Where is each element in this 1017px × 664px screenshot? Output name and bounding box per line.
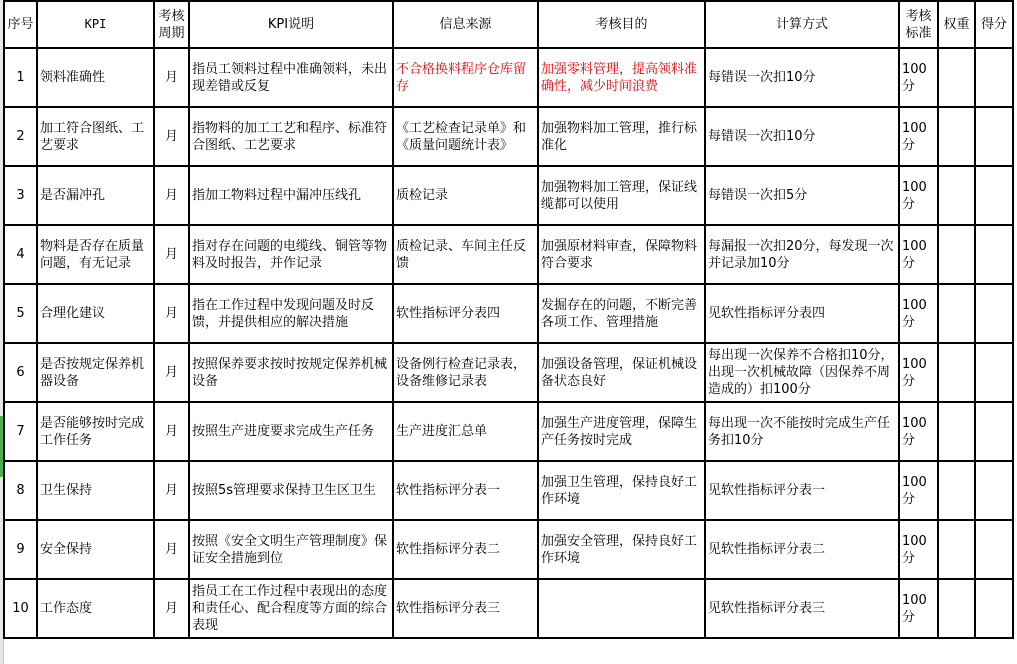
cell-kpi[interactable]: 是否按规定保养机器设备 xyxy=(37,343,154,402)
cell-kpi[interactable]: 卫生保持 xyxy=(37,461,154,520)
cell-standard[interactable]: 100分 xyxy=(899,579,938,638)
table-row xyxy=(4,107,1013,166)
header-kpi[interactable]: KPI xyxy=(37,1,154,48)
cell-kpi[interactable]: 领料准确性 xyxy=(37,48,154,107)
cell-description[interactable]: 按照《安全文明生产管理制度》保证安全措施到位 xyxy=(189,520,393,579)
header-source[interactable]: 信息来源 xyxy=(393,1,538,48)
cell-source[interactable]: 不合格换料程序仓库留存 xyxy=(393,48,538,107)
cell-method[interactable]: 每错误一次扣10分 xyxy=(705,107,899,166)
cell-source[interactable]: 软性指标评分表一 xyxy=(393,461,538,520)
header-purpose[interactable]: 考核目的 xyxy=(538,1,705,48)
header-row xyxy=(4,1,1013,48)
cell-seq[interactable]: 6 xyxy=(4,343,37,402)
cell-period[interactable]: 月 xyxy=(154,48,189,107)
cell-source[interactable]: 软性指标评分表三 xyxy=(393,579,538,638)
cell-standard[interactable]: 100分 xyxy=(899,343,938,402)
table-row xyxy=(4,48,1013,107)
cell-score[interactable] xyxy=(975,461,1013,520)
table-row-selected xyxy=(4,402,1013,461)
header-method[interactable]: 计算方式 xyxy=(705,1,899,48)
cell-standard[interactable]: 100分 xyxy=(899,461,938,520)
cell-seq[interactable]: 8 xyxy=(4,461,37,520)
cell-seq[interactable]: 4 xyxy=(4,225,37,284)
cell-purpose[interactable]: 发掘存在的问题，不断完善各项工作、管理措施 xyxy=(538,284,705,343)
cell-weight[interactable] xyxy=(938,520,975,579)
cell-source[interactable]: 《工艺检查记录单》和《质量问题统计表》 xyxy=(393,107,538,166)
cell-method[interactable]: 每错误一次扣10分 xyxy=(705,48,899,107)
cell-standard[interactable]: 100分 xyxy=(899,520,938,579)
cell-standard[interactable]: 100分 xyxy=(899,48,938,107)
header-description[interactable]: KPI说明 xyxy=(189,1,393,48)
cell-purpose[interactable]: 加强生产进度管理，保障生产任务按时完成 xyxy=(538,402,705,461)
cell-period[interactable]: 月 xyxy=(154,225,189,284)
cell-method[interactable]: 每出现一次不能按时完成生产任务扣10分 xyxy=(705,402,899,461)
cell-weight[interactable] xyxy=(938,166,975,225)
cell-source[interactable]: 生产进度汇总单 xyxy=(393,402,538,461)
cell-score[interactable] xyxy=(975,343,1013,402)
cell-seq[interactable]: 2 xyxy=(4,107,37,166)
cell-description[interactable]: 按照保养要求按时按规定保养机械设备 xyxy=(189,343,393,402)
header-score[interactable]: 得分 xyxy=(975,1,1013,48)
cell-purpose[interactable]: 加强零料管理，提高领料准确性，减少时间浪费 xyxy=(538,48,705,107)
cell-weight[interactable] xyxy=(938,107,975,166)
cell-purpose[interactable]: 加强物料加工管理，保证线缆都可以使用 xyxy=(538,166,705,225)
cell-method[interactable]: 每漏报一次扣20分，每发现一次并记录加10分 xyxy=(705,225,899,284)
cell-method[interactable]: 见软性指标评分表一 xyxy=(705,461,899,520)
cell-period[interactable]: 月 xyxy=(154,461,189,520)
table-row xyxy=(4,520,1013,579)
cell-description[interactable]: 按照生产进度要求完成生产任务 xyxy=(189,402,393,461)
cell-period[interactable]: 月 xyxy=(154,579,189,638)
table-row xyxy=(4,225,1013,284)
cell-kpi[interactable]: 安全保持 xyxy=(37,520,154,579)
cell-description[interactable]: 指员工在工作过程中表现出的态度和责任心、配合程度等方面的综合表现 xyxy=(189,579,393,638)
cell-description[interactable]: 按照5s管理要求保持卫生区卫生 xyxy=(189,461,393,520)
cell-purpose[interactable]: 加强卫生管理，保持良好工作环境 xyxy=(538,461,705,520)
cell-description[interactable]: 指加工物料过程中漏冲压线孔 xyxy=(189,166,393,225)
cell-standard[interactable]: 100分 xyxy=(899,225,938,284)
cell-weight[interactable] xyxy=(938,225,975,284)
cell-purpose[interactable] xyxy=(538,579,705,638)
cell-method[interactable]: 每错误一次扣5分 xyxy=(705,166,899,225)
kpi-table xyxy=(3,0,1014,639)
cell-seq[interactable]: 9 xyxy=(4,520,37,579)
cell-score[interactable] xyxy=(975,284,1013,343)
cell-weight[interactable] xyxy=(938,579,975,638)
header-weight[interactable]: 权重 xyxy=(938,1,975,48)
cell-method[interactable]: 每出现一次保养不合格扣10分，出现一次机械故障（因保养不周造成的）扣100分 xyxy=(705,343,899,402)
cell-method[interactable]: 见软性指标评分表二 xyxy=(705,520,899,579)
cell-kpi[interactable]: 工作态度 xyxy=(37,579,154,638)
cell-score[interactable] xyxy=(975,107,1013,166)
cell-source[interactable]: 设备例行检查记录表，设备维修记录表 xyxy=(393,343,538,402)
cell-standard[interactable]: 100分 xyxy=(899,107,938,166)
cell-score[interactable] xyxy=(975,520,1013,579)
cell-method[interactable]: 见软性指标评分表三 xyxy=(705,579,899,638)
table-row xyxy=(4,579,1013,638)
cell-standard[interactable]: 100分 xyxy=(899,402,938,461)
cell-description[interactable]: 指员工领料过程中准确领料，未出现差错或反复 xyxy=(189,48,393,107)
cell-kpi[interactable]: 物料是否存在质量问题，有无记录 xyxy=(37,225,154,284)
cell-seq[interactable]: 1 xyxy=(4,48,37,107)
cell-kpi[interactable]: 是否漏冲孔 xyxy=(37,166,154,225)
cell-score[interactable] xyxy=(975,579,1013,638)
cell-seq[interactable]: 5 xyxy=(4,284,37,343)
cell-method[interactable]: 见软性指标评分表四 xyxy=(705,284,899,343)
cell-description[interactable]: 指对存在问题的电缆线、铜管等物料及时报告，并作记录 xyxy=(189,225,393,284)
header-period[interactable]: 考核周期 xyxy=(154,1,189,48)
cell-period[interactable]: 月 xyxy=(154,284,189,343)
cell-kpi[interactable]: 合理化建议 xyxy=(37,284,154,343)
cell-standard[interactable]: 100分 xyxy=(899,284,938,343)
cell-period[interactable]: 月 xyxy=(154,520,189,579)
cell-kpi[interactable]: 加工符合图纸、工艺要求 xyxy=(37,107,154,166)
cell-weight[interactable] xyxy=(938,48,975,107)
table-row xyxy=(4,461,1013,520)
cell-source[interactable]: 质检记录 xyxy=(393,166,538,225)
cell-kpi[interactable]: 是否能够按时完成工作任务 xyxy=(37,402,154,461)
cell-score[interactable] xyxy=(975,402,1013,461)
cell-weight[interactable] xyxy=(938,402,975,461)
cell-standard[interactable]: 100分 xyxy=(899,166,938,225)
table-row xyxy=(4,284,1013,343)
cell-seq[interactable]: 10 xyxy=(4,579,37,638)
cell-seq[interactable]: 3 xyxy=(4,166,37,225)
cell-period[interactable]: 月 xyxy=(154,343,189,402)
cell-source[interactable]: 质检记录、车间主任反馈 xyxy=(393,225,538,284)
cell-weight[interactable] xyxy=(938,461,975,520)
header-seq[interactable]: 序号 xyxy=(4,1,37,48)
cell-source[interactable]: 软性指标评分表四 xyxy=(393,284,538,343)
cell-purpose[interactable]: 加强安全管理，保持良好工作环境 xyxy=(538,520,705,579)
cell-score[interactable] xyxy=(975,225,1013,284)
cell-source[interactable]: 软性指标评分表二 xyxy=(393,520,538,579)
table-row xyxy=(4,166,1013,225)
cell-period[interactable]: 月 xyxy=(154,402,189,461)
cell-purpose[interactable]: 加强物料加工管理，推行标准化 xyxy=(538,107,705,166)
cell-description[interactable]: 指在工作过程中发现问题及时反馈，并提供相应的解决措施 xyxy=(189,284,393,343)
cell-period[interactable]: 月 xyxy=(154,107,189,166)
cell-description[interactable]: 指物料的加工工艺和程序、标准符合图纸、工艺要求 xyxy=(189,107,393,166)
cell-weight[interactable] xyxy=(938,284,975,343)
cell-purpose[interactable]: 加强设备管理，保证机械设备状态良好 xyxy=(538,343,705,402)
cell-period[interactable]: 月 xyxy=(154,166,189,225)
table-row xyxy=(4,343,1013,402)
cell-purpose[interactable]: 加强原材料审查，保障物料符合要求 xyxy=(538,225,705,284)
cell-score[interactable] xyxy=(975,48,1013,107)
header-standard[interactable]: 考核标准 xyxy=(899,1,938,48)
cell-score[interactable] xyxy=(975,166,1013,225)
cell-seq[interactable]: 7 xyxy=(4,402,37,461)
cell-weight[interactable] xyxy=(938,343,975,402)
